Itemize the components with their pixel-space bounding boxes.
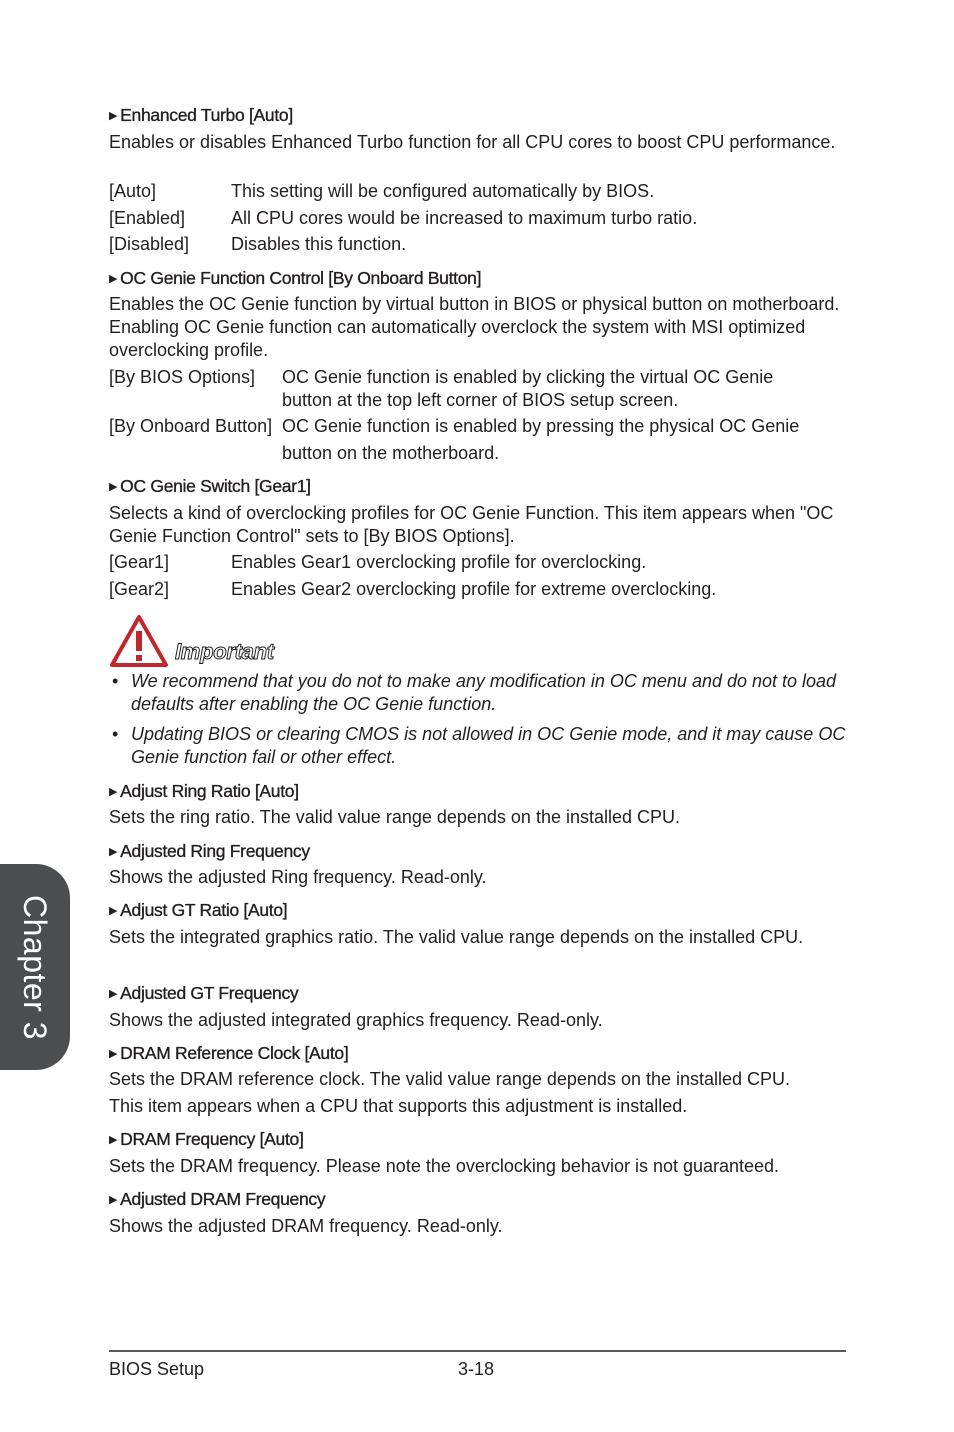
heading-adjusted-gt-frequency [109,982,298,1006]
option-key: [Disabled] [109,234,190,254]
heading-text: DRAM Reference Clock [Auto] [120,1043,349,1063]
heading-text: Adjusted GT Frequency [120,983,299,1003]
triangle-right-icon: ▶ [109,905,118,917]
triangle-right-icon: ▶ [109,273,118,285]
chapter-tab [0,864,70,1070]
description: Sets the DRAM frequency. Please note the overclocking behavior is not guaranteed. [109,1156,780,1176]
heading-text: Adjust Ring Ratio [Auto] [120,781,299,801]
description: Sets the integrated graphics ratio. The valid value range depends on the installed CPU. [109,927,804,947]
option-key: [Auto] [109,181,157,201]
triangle-right-icon: ▶ [109,846,118,858]
option-value: button at the top left corner of BIOS setup screen. [282,390,679,410]
triangle-right-icon: ▶ [109,1194,118,1206]
description: Sets the ring ratio. The valid value range depends on the installed CPU. [109,807,681,827]
heading-adjust-ring-ratio [109,780,299,804]
heading-text: Enhanced Turbo [Auto] [120,105,293,125]
heading-oc-genie-switch [109,475,311,499]
footer-divider [109,1350,846,1352]
heading-text: DRAM Frequency [Auto] [120,1129,304,1149]
option-value: All CPU cores would be increased to maximum turbo ratio. [231,208,698,228]
important-title: Important [175,639,274,664]
option-key: [Gear2] [109,579,170,599]
description: Sets the DRAM reference clock. The valid value range depends on the installed CPU. [109,1069,791,1089]
heading-enhanced-turbo [109,104,293,128]
option-value: Enables Gear1 overclocking profile for overclocking. [231,552,647,572]
heading-text: Adjusted DRAM Frequency [120,1189,326,1209]
heading-text: OC Genie Function Control [By Onboard Button] [120,268,482,288]
option-value: Enables Gear2 overclocking profile for extreme overclocking. [231,579,717,599]
heading-dram-reference-clock [109,1042,348,1066]
description: This item appears when a CPU that supports this adjustment is installed. [109,1096,688,1116]
page-number: 3-18 [458,1359,495,1379]
description: Selects a kind of overclocking profiles for OC Genie Function. This item appears when "OC Genie Function Control" sets to [By BIOS Options]. [109,503,834,546]
bullet-icon: • [112,671,119,691]
important-bullet-text: Updating BIOS or clearing CMOS is not allowed in OC Genie mode, and it may cause OC Genie function fail or other effect. [131,724,846,767]
option-key: [By BIOS Options] [109,367,256,387]
triangle-right-icon: ▶ [109,110,118,122]
triangle-right-icon: ▶ [109,1048,118,1060]
option-key: [By Onboard Button] [109,416,273,436]
option-value: OC Genie function is enabled by pressing the physical OC Genie [282,416,800,436]
heading-text: Adjust GT Ratio [Auto] [120,900,288,920]
description: Shows the adjusted DRAM frequency. Read-only. [109,1216,503,1236]
heading-text: OC Genie Switch [Gear1] [120,476,311,496]
option-value: OC Genie function is enabled by clicking the virtual OC Genie [282,367,774,387]
chapter-label: Chapter 3 [17,894,54,1040]
triangle-right-icon: ▶ [109,988,118,1000]
description: Enables or disables Enhanced Turbo function for all CPU cores to boost CPU performance. [109,132,836,152]
description: Shows the adjusted integrated graphics frequency. Read-only. [109,1010,603,1030]
warning-icon [109,614,169,668]
bullet-icon: • [112,724,119,744]
heading-text: Adjusted Ring Frequency [120,841,310,861]
option-value: Disables this function. [231,234,407,254]
heading-oc-genie-function-control [109,267,481,291]
heading-adjust-gt-ratio [109,899,287,923]
description: Enables the OC Genie function by virtual button in BIOS or physical button on motherboard. Enabling OC Genie function can automatically overclock the system with MSI optimized overclocking profile. [109,294,840,360]
triangle-right-icon: ▶ [109,1134,118,1146]
heading-adjusted-dram-frequency [109,1188,325,1212]
heading-dram-frequency [109,1128,304,1152]
triangle-right-icon: ▶ [109,786,118,798]
important-bullet-text: We recommend that you do not to make any modification in OC menu and do not to load defaults after enabling the OC Genie function. [131,671,837,714]
heading-adjusted-ring-frequency [109,840,310,864]
option-value: This setting will be configured automatically by BIOS. [231,181,655,201]
option-value: button on the motherboard. [282,443,500,463]
option-key: [Enabled] [109,208,186,228]
triangle-right-icon: ▶ [109,481,118,493]
option-key: [Gear1] [109,552,170,572]
footer-section-title: BIOS Setup [109,1359,205,1379]
description: Shows the adjusted Ring frequency. Read-only. [109,867,487,887]
